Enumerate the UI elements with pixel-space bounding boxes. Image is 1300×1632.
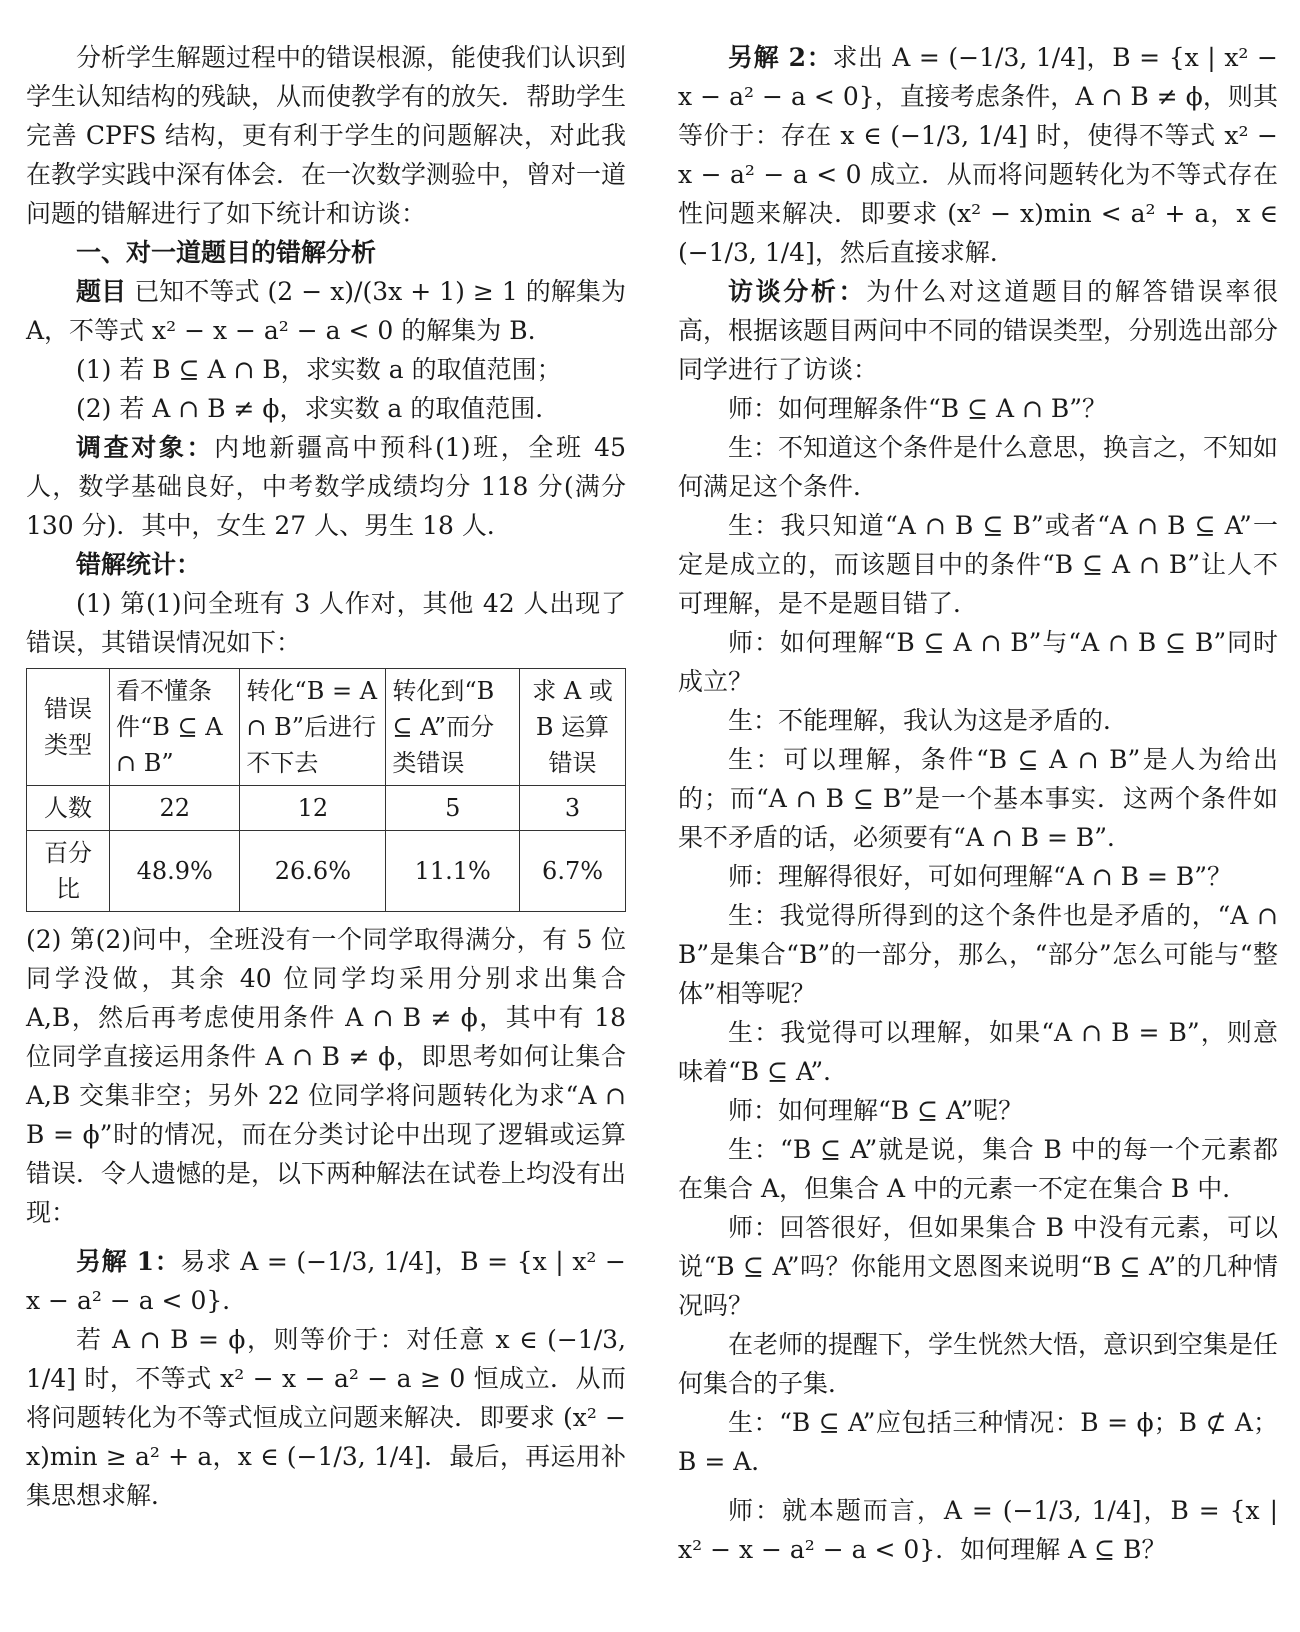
table-row [27, 669, 626, 786]
stats-paragraph-2: (2) 第(2)问中，全班没有一个同学取得满分，有 5 位同学没做，其余 40 位同学均采用分别求出集合 A,B，然后再考虑使用条件 A ∩ B ≠ ϕ，其中有 18 位同学直接运用条件 A ∩ B ≠ ϕ，即思考如何让集合 A,B 交集非空；另外 22 位同学将问题转化为求“A ∩ B = ϕ”时的情况，而在分类讨论中出现了逻辑或运算错误．令人遗憾的是，以下两种解法在试卷上均没有出现： [26, 925, 627, 1227]
problem-text: 已知不等式 (2 − x)/(3x + 1) ≥ 1 的解集为 A，不等式 x² − x − a² − a < 0 的解集为 B. [26, 277, 626, 345]
intro-paragraph: 分析学生解题过程中的错误根源，能使我们认识到学生认知结构的残缺，从而使教学有的放矢．帮助学生完善 CPFS 结构，更有利于学生的问题解决，对此我在教学实践中深有体会．在一次数学测验中，曾对一道问题的错解进行了如下统计和访谈： [26, 43, 627, 228]
alt2-label: 另解 2： [728, 43, 833, 72]
dialog-line: 生：我觉得所得到的这个条件也是矛盾的，“A ∩ B”是集合“B”的一部分，那么，“部分”怎么可能与“整体”相等呢？ [678, 901, 1278, 1008]
dialog-line: 师：理解得很好，可如何理解“A ∩ B = B”？ [728, 862, 1233, 891]
table-header-label: 错误类型 [27, 669, 110, 786]
dialog-line: 生：不知道这个条件是什么意思，换言之，不知如何满足这个条件． [678, 433, 1279, 501]
dialog-line: 师：如何理解“B ⊆ A ∩ B”与“A ∩ B ⊆ B”同时成立？ [678, 628, 1278, 696]
table-pct-cell: 6.7% [520, 831, 626, 912]
problem-statement [26, 272, 626, 350]
question-1: (1) 若 B ⊆ A ∩ B，求实数 a 的取值范围； [76, 355, 562, 384]
interview-label: 访谈分析： [728, 277, 867, 306]
dialog-line: 生：“B ⊆ A”应包括三种情况：B = ϕ；B ⊄ A；B = A． [678, 1408, 1278, 1476]
dialog-line: 师：就本题而言，A = (−1/3, 1/4]，B = {x | x² − x − a² − a < 0}．如何理解 A ⊆ B？ [678, 1496, 1278, 1564]
dialog-line: 生：我只知道“A ∩ B ⊆ B”或者“A ∩ B ⊆ A”一定是成立的，而该题目中的条件“B ⊆ A ∩ B”让人不可理解，是不是题目错了． [678, 511, 1278, 618]
table-count-cell: 22 [110, 786, 240, 831]
dialog-line: 生：“B ⊆ A”就是说，集合 B 中的每一个元素都在集合 A，但集合 A 中的元素一不定在集合 B 中． [678, 1135, 1278, 1203]
stats-paragraph-1: (1) 第(1)问全班有 3 人作对，其他 42 人出现了错误，其错误情况如下： [26, 589, 626, 657]
dialog-line: 师：如何理解“B ⊆ A”呢？ [728, 1096, 1024, 1125]
table-count-cell: 5 [386, 786, 520, 831]
survey-label: 调查对象： [76, 433, 215, 462]
alt1-label: 另解 1： [76, 1247, 181, 1276]
interview-text: 为什么对这道题目的解答错误率很高，根据该题目两问中不同的错误类型，分别选出部分同学进行了访谈： [678, 277, 1279, 384]
alt2-text: 求出 A = (−1/3, 1/4]，B = {x | x² − x − a² − a < 0}，直接考虑条件，A ∩ B ≠ ϕ，则其等价于：存在 x ∈ (−1/3, 1/4] 时，使得不等式 x² − x − a² − a < 0 成立．从而将问题转化为不等式存在性问题来解决．即要求 (x² − x)min < a² + a，x ∈ (−1/3, 1/4]，然后直接求解． [678, 43, 1278, 267]
alt1-text-b: 若 A ∩ B = ϕ，则等价于：对任意 x ∈ (−1/3, 1/4] 时，不等式 x² − x − a² − a ≥ 0 恒成立．从而将问题转化为不等式恒成立问题来解决．即要求 (x² − x)min ≥ a² + a，x ∈ (−1/3, 1/4]．最后，再运用补集思想求解． [26, 1325, 626, 1510]
alt-solution-1 [26, 1242, 626, 1320]
table-pct-cell: 26.6% [240, 831, 386, 912]
dialog-line: 在老师的提醒下，学生恍然大悟，意识到空集是任何集合的子集． [678, 1330, 1279, 1398]
survey-text: 内地新疆高中预科(1)班，全班 45 人，数学基础良好，中考数学成绩均分 118 分(满分 130 分)．其中，女生 27 人、男生 18 人． [26, 433, 626, 540]
left-column [26, 38, 626, 1515]
table-type-cell: 求 A 或 B 运算错误 [520, 669, 626, 786]
alt1-text-a: 易求 A = (−1/3, 1/4]，B = {x | x² − x − a² − a < 0}． [26, 1247, 626, 1315]
question-2: (2) 若 A ∩ B ≠ ϕ，求实数 a 的取值范围． [76, 394, 561, 423]
table-count-label: 人数 [27, 786, 110, 831]
table-count-cell: 12 [240, 786, 386, 831]
dialog-line: 生：不能理解，我认为这是矛盾的． [728, 706, 1129, 735]
table-row [27, 831, 626, 912]
dialog-line: 生：可以理解，条件“B ⊆ A ∩ B”是人为给出的；而“A ∩ B ⊆ B”是一个基本事实．这两个条件如果不矛盾的话，必须要有“A ∩ B = B”． [678, 745, 1278, 852]
table-count-cell: 3 [520, 786, 626, 831]
table-type-cell: 转化“B = A ∩ B”后进行不下去 [240, 669, 386, 786]
survey-paragraph [26, 428, 626, 545]
table-type-cell: 转化到“B ⊆ A”而分类错误 [386, 669, 520, 786]
error-table [26, 668, 626, 912]
table-pct-label: 百分比 [27, 831, 110, 912]
table-pct-cell: 11.1% [386, 831, 520, 912]
table-row [27, 786, 626, 831]
table-pct-cell: 48.9% [110, 831, 240, 912]
dialog-line: 生：我觉得可以理解，如果“A ∩ B = B”，则意味着“B ⊆ A”． [678, 1018, 1278, 1086]
section-heading: 一、对一道题目的错解分析 [76, 238, 377, 267]
interview-paragraph [678, 272, 1278, 389]
table-type-cell: 看不懂条件“B ⊆ A ∩ B” [110, 669, 240, 786]
dialog-line: 师：回答很好，但如果集合 B 中没有元素，可以说“B ⊆ A”吗？你能用文恩图来说明“B ⊆ A”的几种情况吗？ [678, 1213, 1278, 1320]
problem-label: 题目 [76, 277, 127, 306]
alt-solution-2 [678, 38, 1278, 272]
stats-label: 错解统计： [76, 550, 202, 579]
dialog-line: 师：如何理解条件“B ⊆ A ∩ B”？ [728, 394, 1108, 423]
right-column [678, 38, 1278, 1569]
